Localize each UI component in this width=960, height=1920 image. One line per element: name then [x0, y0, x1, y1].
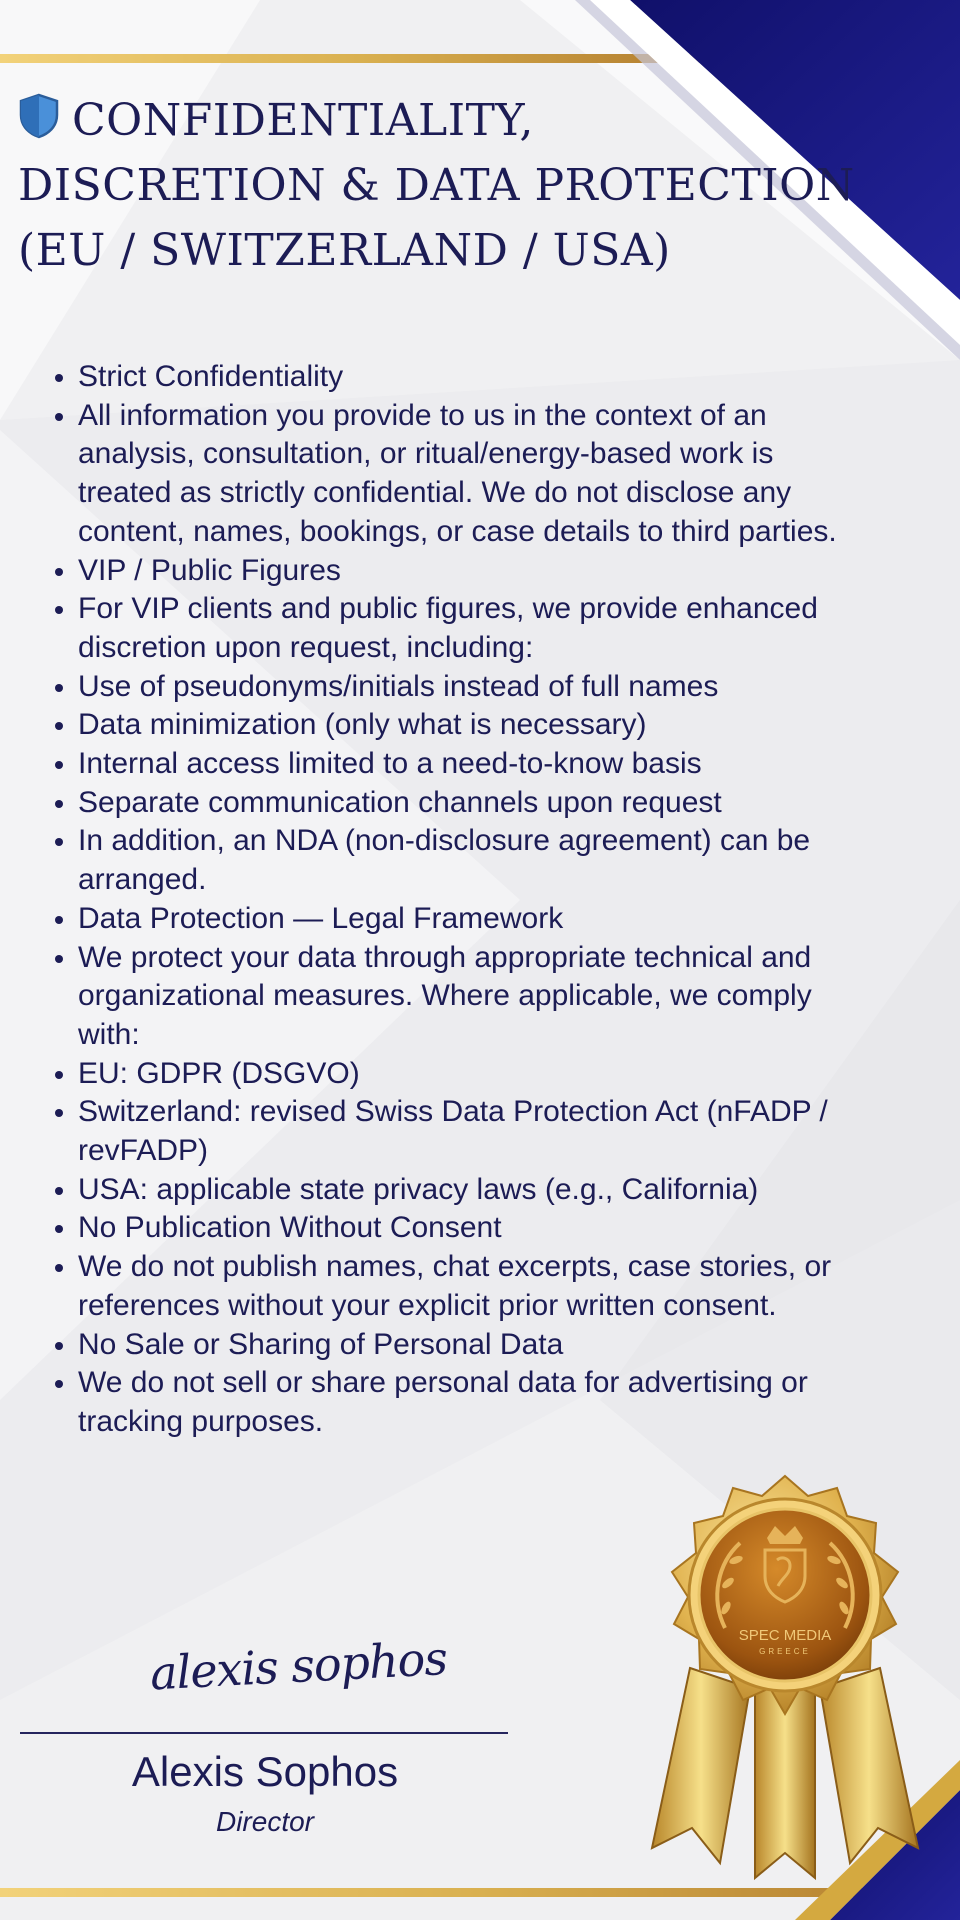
- list-item: • In addition, an NDA (non-disclosure agreement) can be arranged.: [78, 822, 838, 899]
- seal-brand-text: SPEC MEDIA: [738, 1627, 832, 1644]
- list-item: • Data Protection — Legal Framework: [78, 900, 838, 939]
- list-item: • Use of pseudonyms/initials instead of full names: [78, 668, 838, 707]
- list-item: • EU: GDPR (DSGVO): [78, 1055, 838, 1094]
- handwritten-signature: alexis sophos: [148, 1631, 449, 1701]
- list-item: • USA: applicable state privacy laws (e.g., California): [78, 1171, 838, 1210]
- list-item: • VIP / Public Figures: [78, 552, 838, 591]
- list-item: • Strict Confidentiality: [78, 358, 838, 397]
- seal-sub-text: GREECE: [759, 1647, 811, 1656]
- title-line-1-text: CONFIDENTIALITY,: [72, 95, 534, 146]
- policy-list: [30, 358, 838, 1442]
- list-item: • We do not sell or share personal data for advertising or tracking purposes.: [78, 1364, 838, 1441]
- page-title: [18, 88, 855, 283]
- title-line-2: DISCRETION & DATA PROTECTION: [18, 160, 855, 211]
- list-item: • No Publication Without Consent: [78, 1209, 838, 1248]
- list-item: • Data minimization (only what is necessary): [78, 706, 838, 745]
- list-item: • Switzerland: revised Swiss Data Protection Act (nFADP / revFADP): [78, 1093, 838, 1170]
- list-item: • We protect your data through appropriate technical and organizational measures. Where applicable, we comply with:: [78, 939, 838, 1055]
- signer-role: Director: [215, 1806, 314, 1837]
- award-seal-icon: [630, 1468, 940, 1888]
- list-item: • All information you provide to us in the context of an analysis, consultation, or ritual/energy-based work is treated as strictly confidential. We do not disclose any content, names, bookings, or case details to third parties.: [78, 397, 838, 552]
- list-item: • Internal access limited to a need-to-know basis: [78, 745, 838, 784]
- list-item: • No Sale or Sharing of Personal Data: [78, 1326, 838, 1365]
- signature-line: [20, 1732, 508, 1734]
- list-item: • We do not publish names, chat excerpts, case stories, or references without your explicit prior written consent.: [78, 1248, 838, 1325]
- title-line-3: (EU / SWITZERLAND / USA): [18, 225, 671, 276]
- list-item: • For VIP clients and public figures, we provide enhanced discretion upon request, including:: [78, 590, 838, 667]
- signer-name: Alexis Sophos: [131, 1748, 399, 1795]
- shield-icon: [18, 93, 60, 139]
- list-item: • Separate communication channels upon request: [78, 784, 838, 823]
- title-line-1: [18, 88, 818, 153]
